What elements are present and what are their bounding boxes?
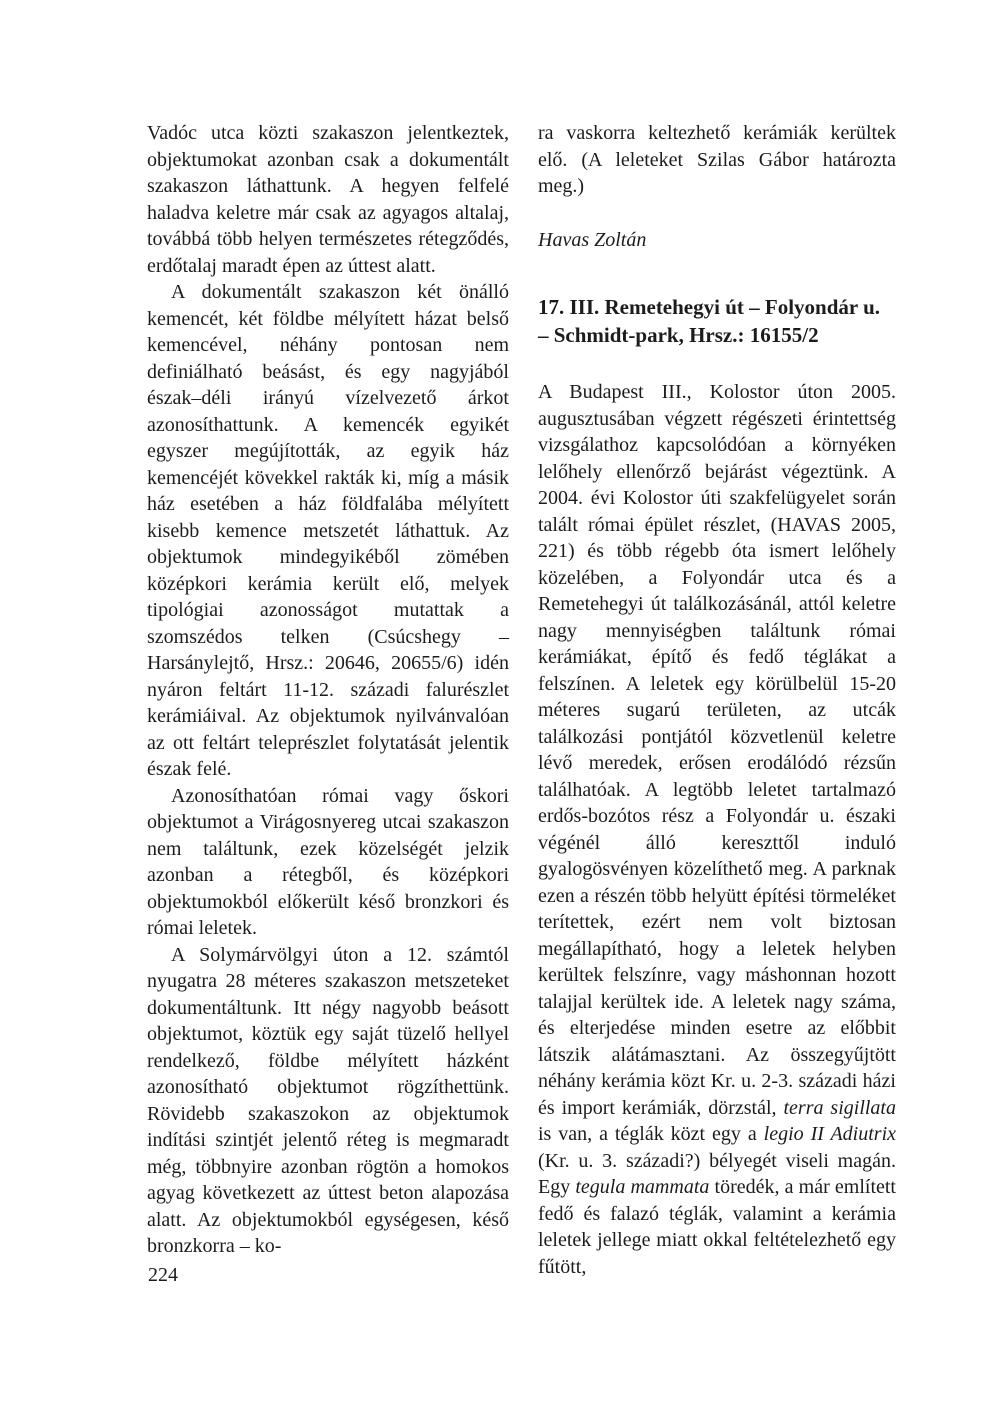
italic-term: tegula mammata (575, 1176, 710, 1198)
section-heading (538, 293, 896, 349)
author-signature: Havas Zoltán (538, 228, 647, 251)
paragraph (538, 379, 896, 1280)
page-number: 224 (148, 1264, 178, 1286)
left-column (147, 120, 509, 1260)
paragraph: A dokumentált szakaszon két önálló kemencét, két földbe mélyített házat belső kemencével, néhány pontosan nem definiálható beásást, és egy nagyjából észak–déli irányú vízelvezető árkot azonosíthattunk. A kemencék egyikét egyszer megújították, az egyik ház kemencéjét kövekkel rakták ki, míg a másik ház esetében a ház földfalába mélyített kisebb kemence metszetét láthattuk. Az objektumok mindegyikéből zömében középkori kerámia került elő, melyek tipológiai azonosságot mutattak a szomszédos telken (Csúcshegy – Harsánylejtő, Hrsz.: 20646, 20655/6) idén nyáron feltárt 11-12. századi falurészlet kerámiáival. Az objektumok nyilvánvalóan az ott feltárt teleprészlet folytatását jelentik észak felé. (147, 281, 509, 780)
paragraph: Vadóc utca közti szakaszon jelentkeztek, objektumokat azonban csak a dokumentált szakaszon láthattunk. A hegyen felfelé haladva keletre már csak az agyagos altalaj, továbbá több helyen természetes rétegződés, erdőtalaj maradt épen az úttest alatt. (147, 122, 509, 277)
italic-term: terra sigillata (783, 1096, 896, 1119)
paragraph: Azonosíthatóan római vagy őskori objektumot a Virágosnyereg utcai szakaszon nem találtunk, ezek közelségét jelzik azonban a rétegből, és középkori objektumokból előkerült késő bronzkori és római leletek. (147, 784, 509, 939)
text-run: is van, a téglák közt egy a (538, 1123, 757, 1145)
heading-line: 17. III. Remetehegyi út – Folyondár u. (538, 295, 881, 319)
heading-line: – Schmidt-park, Hrsz.: 16155/2 (538, 323, 819, 347)
italic-term: legio II Adiutrix (763, 1123, 897, 1145)
paragraph: ra vaskorra keltezhető kerámiák kerültek elő. (A leleteket Szilas Gábor határozta meg.) (538, 122, 896, 197)
right-column (538, 120, 896, 1280)
paragraph: A Solymárvölgyi úton a 12. számtól nyugatra 28 méteres szakaszon metszeteket dokumentáltunk. Itt négy nagyobb beásott objektumot, köztük egy saját tüzelő hellyel rendelkező, földbe mélyített házként azonosítható objektumot rögzíthettünk. Rövidebb szakaszokon az objektumok indítási szintjét jelentő réteg is megmaradt még, többnyire azonban rögtön a homokos agyag következett az úttest beton alapozása alatt. Az objektumokból egységesen, késő bronzkorra – ko- (147, 943, 509, 1257)
text-run: töredék, a már említett fedő és falazó téglák, valamint a kerámia leletek jellege miatt okkal feltételezhető egy fűtött, (538, 1176, 896, 1278)
text-run: (Kr. u. 3. századi?) bélyegét viseli magán. Egy (538, 1149, 896, 1198)
text-run: A Budapest III., Kolostor úton 2005. augusztusában végzett régészeti érintettség vizsgálathoz kapcsolódóan a környéken lelőhely ellenőrző bejárást végeztünk. A 2004. évi Kolostor úti szakfelügyelet során talált római épület részlet, (HAVAS 2005, 221) és több régebb óta ismert lelőhely közelében, a Folyondár utca és a Remetehegyi út találkozásánál, attól keletre nagy mennyiségben találtunk római kerámiákat, építő és fedő téglákat a felszínen. A leletek egy körülbelül 15-20 méteres sugarú területen, az utcák találkozási pontjától közvetlenül keletre lévő meredek, erősen erodálódó rézsűn találhatóak. A legtöbb leletet tartalmazó erdős-bozótos rész a Folyondár u. északi végénél álló kereszttől induló gyalogösvényen közelíthető meg. A parknak ezen a részén több helyütt építési törmeléket terítettek, ezért nem volt biztosan megállapítható, hogy a leletek helyben kerültek felszínre, vagy máshonnan hozott talajjal kerültek ide. A leletek nagy száma, és elterjedése minden esetre az előbbit látszik alátámasztani. Az összegyűjtött néhány kerámia közt Kr. u. 2-3. századi házi és import kerámiák, dörzstál, (538, 381, 896, 1119)
